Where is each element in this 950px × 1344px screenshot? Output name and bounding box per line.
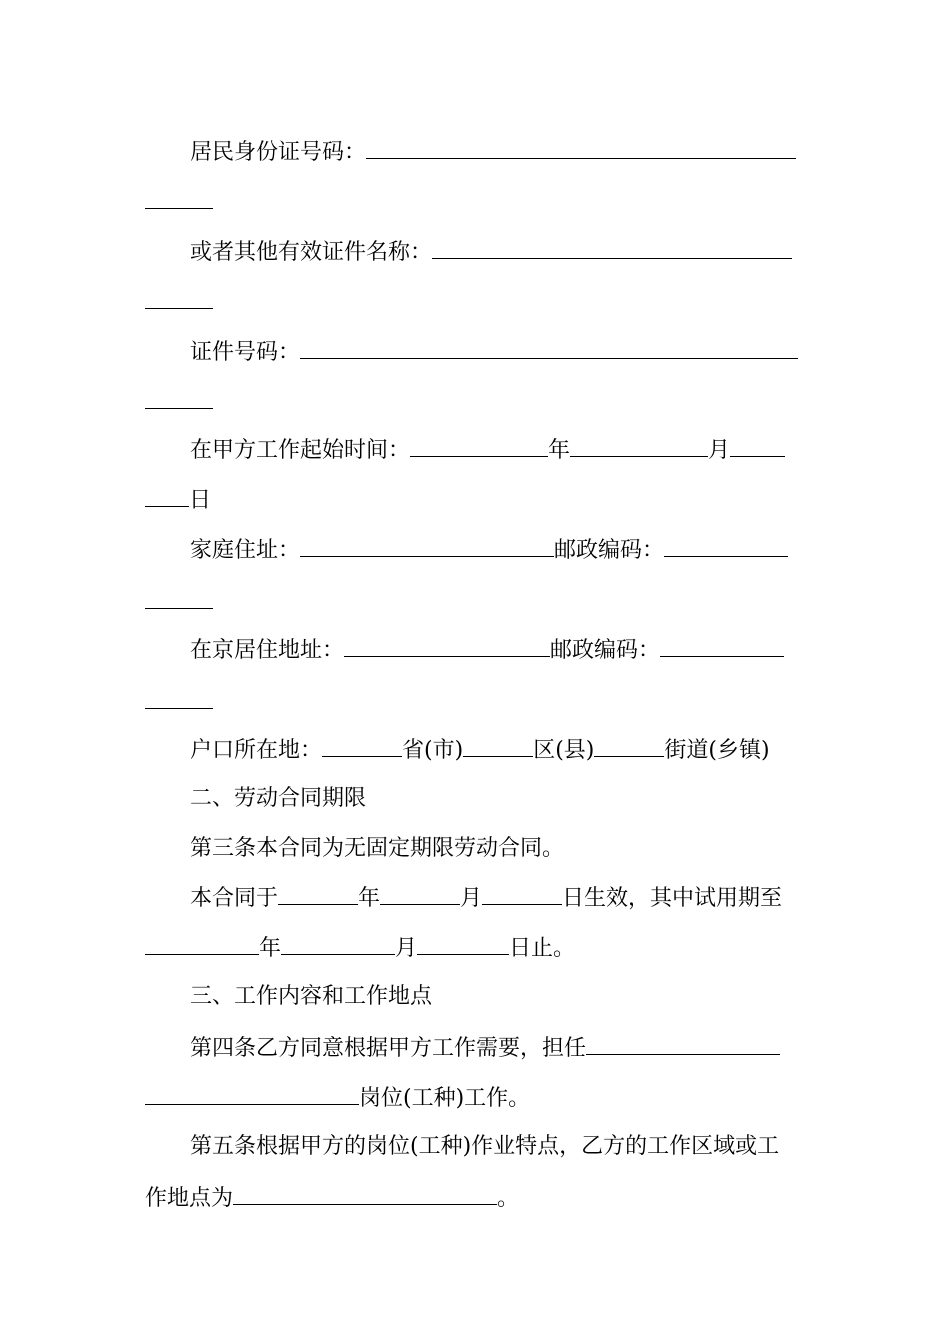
id-number-row-cont bbox=[145, 186, 213, 216]
workplace-blank[interactable] bbox=[233, 1182, 497, 1205]
home-postcode-label: 邮政编码： bbox=[554, 538, 665, 563]
effective-row bbox=[190, 882, 782, 912]
home-postcode-blank-cont[interactable] bbox=[145, 586, 213, 609]
cert-number-blank[interactable] bbox=[300, 336, 798, 359]
other-id-blank-cont[interactable] bbox=[145, 286, 213, 309]
home-address-row-cont bbox=[145, 586, 213, 616]
article4-suffix: 岗位(工种)工作。 bbox=[359, 1086, 531, 1111]
id-number-row bbox=[190, 136, 796, 166]
probation-year-blank[interactable] bbox=[145, 932, 259, 955]
effective-year-label: 年 bbox=[358, 886, 381, 911]
other-id-row-cont bbox=[145, 286, 213, 316]
beijing-postcode-blank[interactable] bbox=[660, 634, 784, 657]
hukou-province-blank[interactable] bbox=[322, 734, 402, 757]
home-address-label: 家庭住址： bbox=[190, 538, 301, 563]
beijing-postcode-blank-cont[interactable] bbox=[145, 686, 213, 709]
effective-prefix: 本合同于 bbox=[190, 886, 279, 911]
probation-row bbox=[145, 932, 575, 962]
effective-month-label: 月 bbox=[460, 886, 483, 911]
cert-number-row-cont bbox=[145, 386, 213, 416]
home-postcode-blank[interactable] bbox=[664, 534, 788, 557]
beijing-address-label: 在京居住地址： bbox=[190, 638, 345, 663]
hukou-street-blank[interactable] bbox=[594, 734, 664, 757]
start-day-blank-cont[interactable] bbox=[145, 484, 189, 507]
hukou-district-label: 区(县) bbox=[533, 738, 595, 763]
beijing-address-row bbox=[190, 634, 784, 664]
section2-heading: 二、劳动合同期限 bbox=[190, 786, 367, 811]
effective-month-blank[interactable] bbox=[380, 882, 460, 905]
other-id-blank[interactable] bbox=[432, 236, 792, 259]
hukou-district-blank[interactable] bbox=[463, 734, 533, 757]
other-id-row bbox=[190, 236, 792, 266]
start-time-label: 在甲方工作起始时间： bbox=[190, 438, 411, 463]
start-day-label: 日 bbox=[189, 488, 212, 513]
start-day-blank[interactable] bbox=[730, 434, 785, 457]
start-month-blank[interactable] bbox=[570, 434, 708, 457]
effective-suffix: 日生效，其中试用期至 bbox=[562, 886, 783, 911]
cert-number-blank-cont[interactable] bbox=[145, 386, 213, 409]
cert-number-label: 证件号码： bbox=[190, 340, 301, 365]
probation-month-blank[interactable] bbox=[281, 932, 395, 955]
start-time-row-cont bbox=[145, 484, 211, 514]
probation-year-label: 年 bbox=[259, 936, 282, 961]
section3-heading: 三、工作内容和工作地点 bbox=[190, 984, 433, 1009]
article5-prefix: 作地点为 bbox=[145, 1186, 234, 1211]
cert-number-row bbox=[190, 336, 798, 366]
start-time-row bbox=[190, 434, 785, 464]
beijing-address-row-cont bbox=[145, 686, 213, 716]
home-address-blank[interactable] bbox=[300, 534, 554, 557]
article3: 第三条本合同为无固定期限劳动合同。 bbox=[190, 836, 565, 861]
article5-end: 。 bbox=[497, 1186, 520, 1211]
id-number-blank[interactable] bbox=[366, 136, 796, 159]
article5-line1: 第五条根据甲方的岗位(工种)作业特点，乙方的工作区域或工 bbox=[190, 1134, 780, 1159]
home-address-row bbox=[190, 534, 788, 564]
probation-day-blank[interactable] bbox=[417, 932, 509, 955]
article4-row bbox=[190, 1032, 780, 1062]
position-blank-cont[interactable] bbox=[145, 1082, 359, 1105]
position-blank[interactable] bbox=[586, 1032, 780, 1055]
id-number-label: 居民身份证号码： bbox=[190, 140, 367, 165]
article4-prefix: 第四条乙方同意根据甲方工作需要，担任 bbox=[190, 1036, 587, 1061]
probation-ends: 日止。 bbox=[509, 936, 576, 961]
hukou-label: 户口所在地： bbox=[190, 738, 323, 763]
probation-month-label: 月 bbox=[395, 936, 418, 961]
hukou-row bbox=[190, 734, 770, 764]
beijing-address-blank[interactable] bbox=[344, 634, 550, 657]
effective-day-blank[interactable] bbox=[482, 882, 562, 905]
id-number-blank-cont[interactable] bbox=[145, 186, 213, 209]
article4-row-cont bbox=[145, 1082, 530, 1112]
hukou-province-label: 省(市) bbox=[402, 738, 464, 763]
start-year-blank[interactable] bbox=[410, 434, 548, 457]
other-id-label: 或者其他有效证件名称： bbox=[190, 240, 433, 265]
beijing-postcode-label: 邮政编码： bbox=[550, 638, 661, 663]
hukou-street-label: 街道(乡镇) bbox=[664, 738, 770, 763]
start-year-label: 年 bbox=[548, 438, 571, 463]
article5-row bbox=[145, 1182, 519, 1212]
effective-year-blank[interactable] bbox=[278, 882, 358, 905]
start-month-label: 月 bbox=[708, 438, 731, 463]
